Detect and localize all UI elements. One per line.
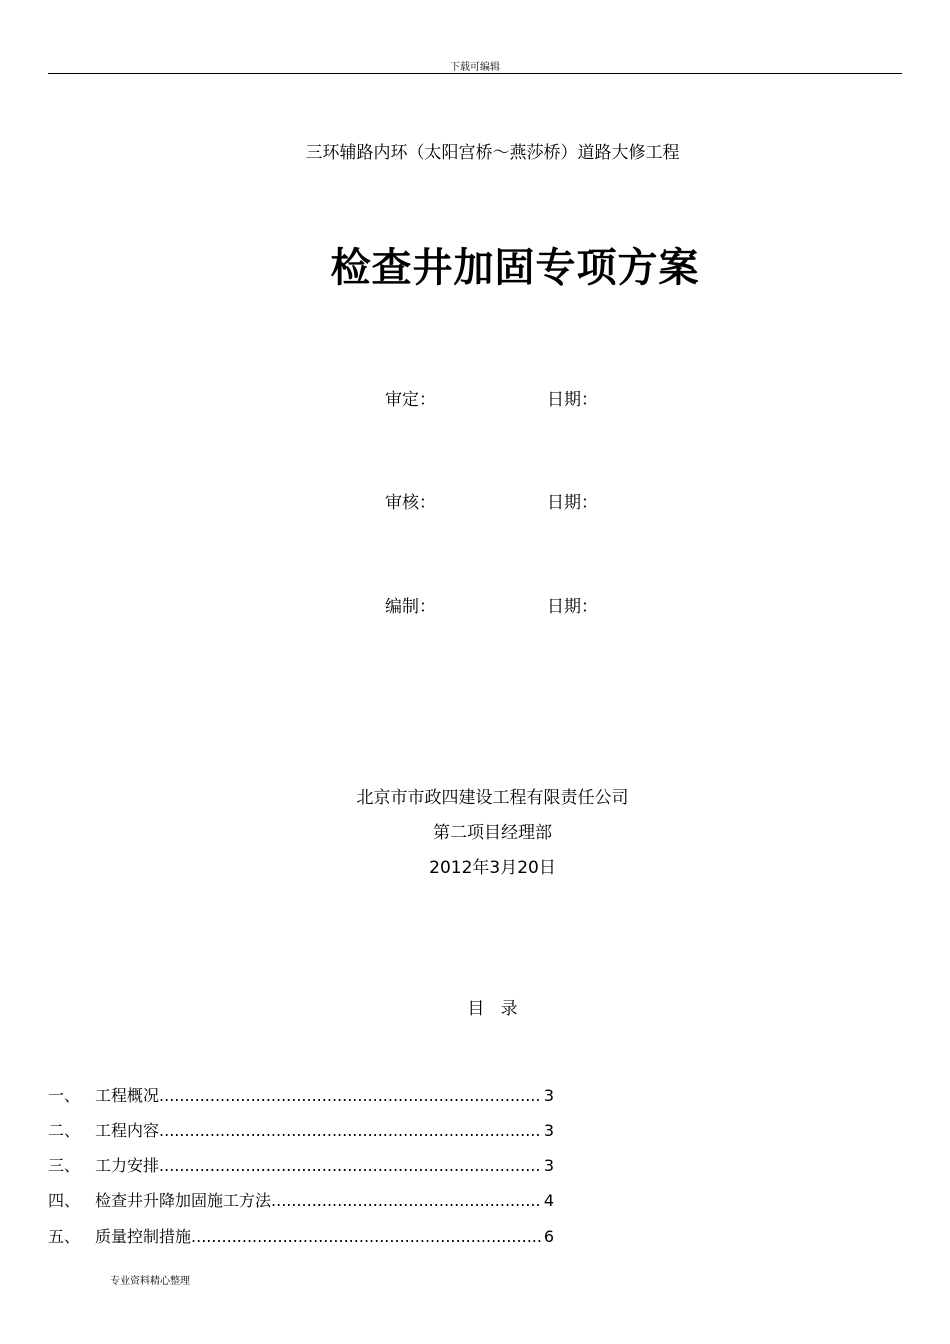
toc-item[interactable] xyxy=(48,1118,554,1142)
issue-date: 2012年3月20日 xyxy=(429,858,556,878)
compiler-label: 编制： xyxy=(385,597,436,617)
toc-item-page: 4 xyxy=(543,1191,554,1210)
toc-leader-dots xyxy=(159,1156,542,1175)
document-title: 检查井加固专项方案 xyxy=(330,245,700,291)
compiler-date-label: 日期： xyxy=(547,597,598,617)
toc-leader-dots xyxy=(159,1086,542,1105)
review-label: 审核： xyxy=(385,493,436,513)
review-date-label: 日期： xyxy=(547,493,598,513)
toc-item-number: 五、 xyxy=(48,1227,81,1246)
toc-item-page: 3 xyxy=(543,1121,554,1140)
toc-item[interactable] xyxy=(48,1153,554,1177)
toc-leader-dots xyxy=(271,1191,542,1210)
toc-item-number: 四、 xyxy=(48,1191,81,1210)
toc-item[interactable] xyxy=(48,1224,554,1248)
department-name: 第二项目经理部 xyxy=(433,823,552,843)
toc-item-page: 3 xyxy=(543,1156,554,1175)
page-footer: 专业资料精心整理 xyxy=(110,1276,190,1287)
toc-item-title: 工力安排 xyxy=(95,1156,160,1175)
company-name: 北京市市政四建设工程有限责任公司 xyxy=(356,788,629,808)
toc-item-title: 质量控制措施 xyxy=(95,1227,192,1246)
project-name: 三环辅路内环（太阳宫桥～燕莎桥）道路大修工程 xyxy=(305,143,680,163)
toc-leader-dots xyxy=(159,1121,542,1140)
toc-item-number: 三、 xyxy=(48,1156,81,1175)
toc-item-title: 工程概况 xyxy=(95,1086,160,1105)
toc-item-title: 工程内容 xyxy=(95,1121,160,1140)
toc-item-title: 检查井升降加固施工方法 xyxy=(95,1191,272,1210)
toc-item-page: 6 xyxy=(543,1227,554,1246)
toc-title: 目 录 xyxy=(467,999,518,1019)
header-divider xyxy=(48,73,902,74)
approval-date-label: 日期： xyxy=(547,390,598,410)
toc-item-number: 二、 xyxy=(48,1121,81,1140)
toc-leader-dots xyxy=(191,1227,542,1246)
page-header: 下载可编辑 xyxy=(450,62,500,73)
toc-item-number: 一、 xyxy=(48,1086,81,1105)
toc-item-page: 3 xyxy=(543,1086,554,1105)
approval-label: 审定： xyxy=(385,390,436,410)
toc-item[interactable] xyxy=(48,1083,554,1107)
toc-item[interactable] xyxy=(48,1188,554,1212)
